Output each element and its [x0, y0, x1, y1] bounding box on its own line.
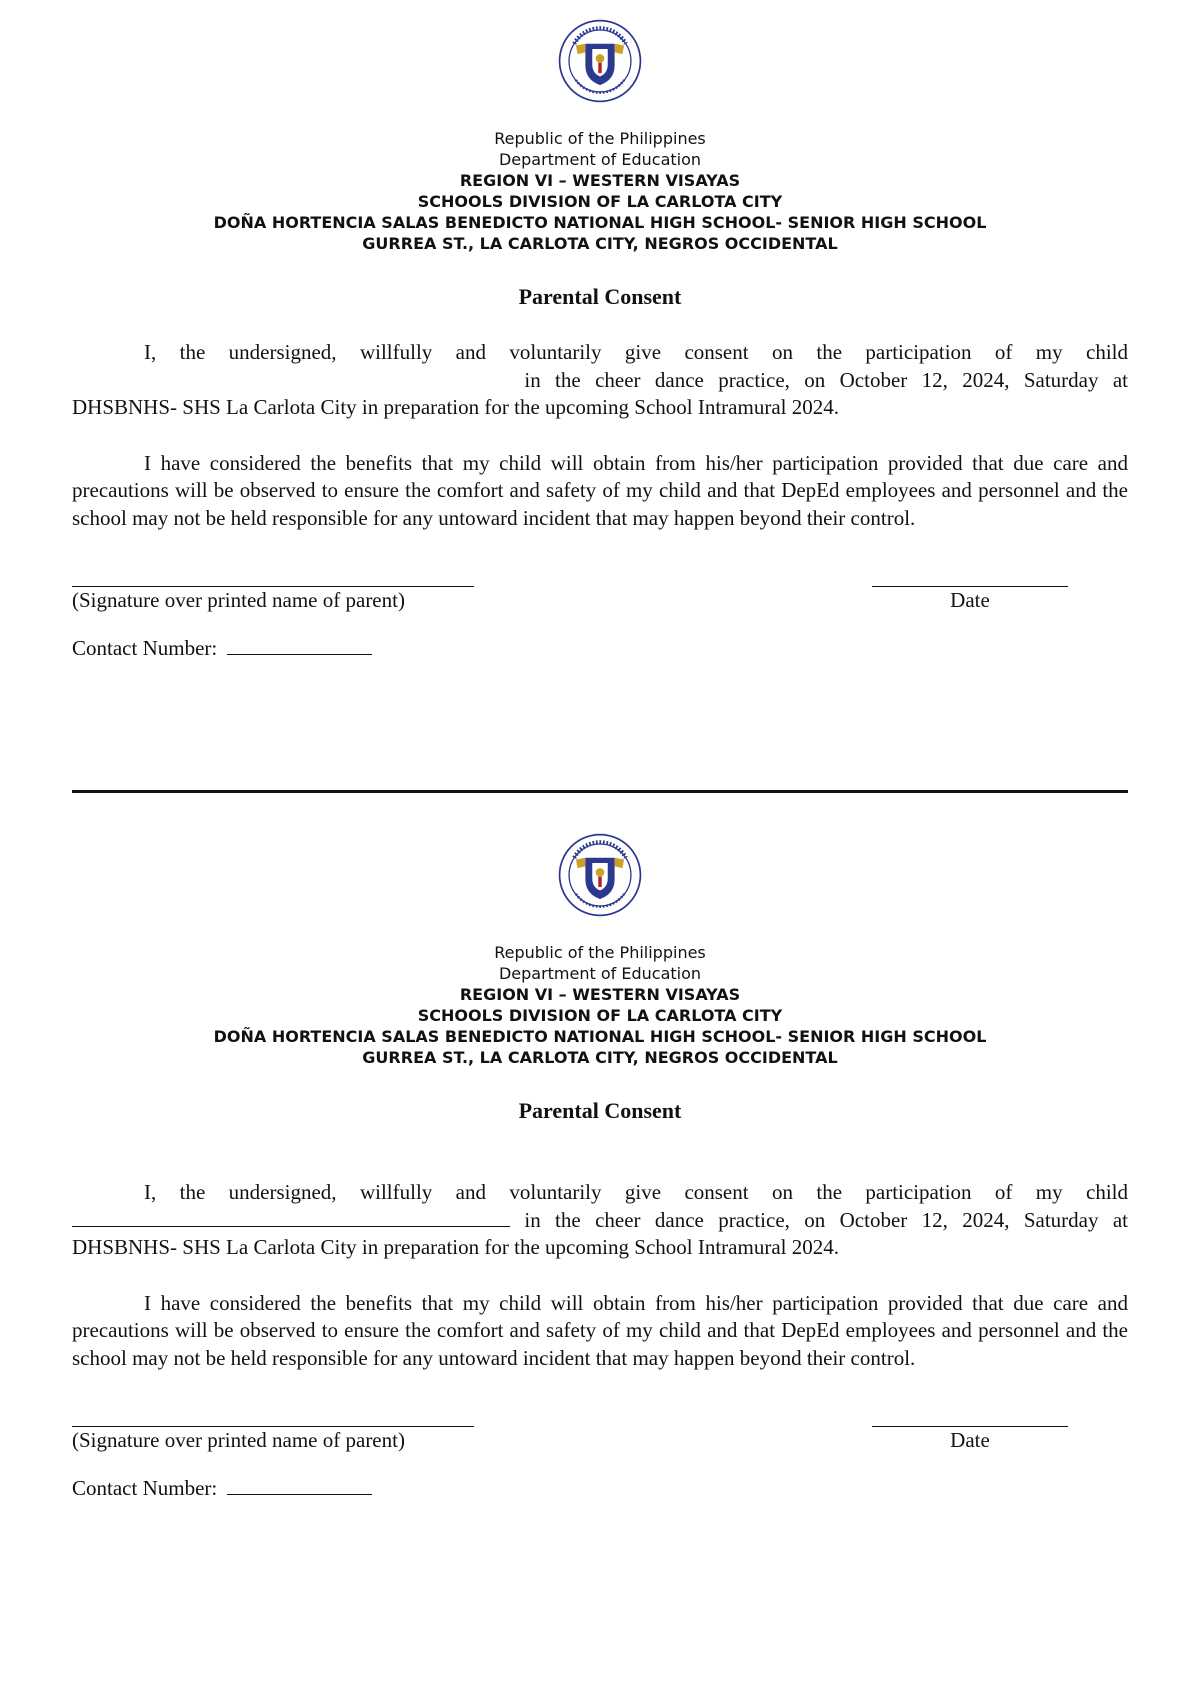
consent-paragraph [72, 339, 1128, 422]
cut-divider-line [72, 790, 1128, 793]
contact-number-label: Contact Number: [72, 636, 218, 660]
header-region: REGION VI – WESTERN VISAYAS [459, 171, 741, 190]
parent-signature-line[interactable] [72, 1426, 474, 1427]
responsibility-paragraph: I have considered the benefits that my child will obtain from his/her participation provided that due care and precautions will be observed to ensure the comfort and safety of my child and that DepEd employees and personnel and the school may not be held responsible for any untoward incident that may happen beyond their control. [72, 450, 1128, 530]
header-address: GURREA ST., LA CARLOTA CITY, NEGROS OCCIDENTAL [362, 1048, 838, 1067]
contact-number-row [72, 636, 1128, 661]
deped-seal-icon [557, 832, 643, 918]
consent-paragraph [72, 1179, 1128, 1262]
header-republic: Republic of the Philippines [494, 943, 706, 962]
consent-text-end: in the cheer dance practice, on October 12, 2024, Saturday at DHSBNHS- SHS La Carlota City in preparation for the upcoming School Intramural 2024. [72, 367, 1128, 419]
header-division: SCHOOLS DIVISION OF LA CARLOTA CITY [417, 1006, 783, 1025]
header-school: DOÑA HORTENCIA SALAS BENEDICTO NATIONAL HIGH SCHOOL- SENIOR HIGH SCHOOL [213, 213, 987, 232]
consent-text-end: in the cheer dance practice, on October 12, 2024, Saturday at DHSBNHS- SHS La Carlota City in preparation for the upcoming School Intramural 2024. [72, 1207, 1128, 1259]
contact-number-blank[interactable] [227, 636, 372, 655]
responsibility-paragraph: I have considered the benefits that my child will obtain from his/her participation provided that due care and precautions will be observed to ensure the comfort and safety of my child and that DepEd employees and personnel and the school may not be held responsible for any untoward incident that may happen beyond their control. [72, 1290, 1128, 1370]
parent-signature-line[interactable] [72, 586, 474, 587]
date-line[interactable] [872, 586, 1068, 587]
consent-text-start: I, the undersigned, willfully and voluntarily give consent on the participation of my child [144, 1180, 1128, 1204]
header-department: Department of Education [498, 150, 702, 169]
contact-number-label: Contact Number: [72, 1476, 218, 1500]
parent-signature-label: (Signature over printed name of parent) [72, 1428, 405, 1452]
consent-form-1 [72, 18, 1128, 661]
signature-row [72, 1408, 1128, 1464]
contact-number-blank[interactable] [227, 1476, 372, 1495]
consent-text-start: I, the undersigned, willfully and voluntarily give consent on the participation of my child [144, 340, 1128, 364]
header-school: DOÑA HORTENCIA SALAS BENEDICTO NATIONAL HIGH SCHOOL- SENIOR HIGH SCHOOL [213, 1027, 987, 1046]
consent-form-2 [72, 832, 1128, 1501]
child-name-blank[interactable] [72, 1208, 510, 1227]
school-header [72, 128, 1128, 254]
form-title: Parental Consent [518, 1098, 682, 1123]
header-division: SCHOOLS DIVISION OF LA CARLOTA CITY [417, 192, 783, 211]
date-label: Date [950, 1428, 990, 1452]
date-line[interactable] [872, 1426, 1068, 1427]
contact-number-row [72, 1476, 1128, 1501]
header-republic: Republic of the Philippines [494, 129, 706, 148]
signature-row [72, 568, 1128, 624]
parent-signature-label: (Signature over printed name of parent) [72, 588, 405, 612]
header-region: REGION VI – WESTERN VISAYAS [459, 985, 741, 1004]
school-header [72, 942, 1128, 1068]
header-department: Department of Education [498, 964, 702, 983]
form-title: Parental Consent [518, 284, 682, 309]
deped-seal-icon [557, 18, 643, 104]
date-label: Date [950, 588, 990, 612]
child-name-blank[interactable] [72, 368, 510, 387]
header-address: GURREA ST., LA CARLOTA CITY, NEGROS OCCIDENTAL [362, 234, 838, 253]
